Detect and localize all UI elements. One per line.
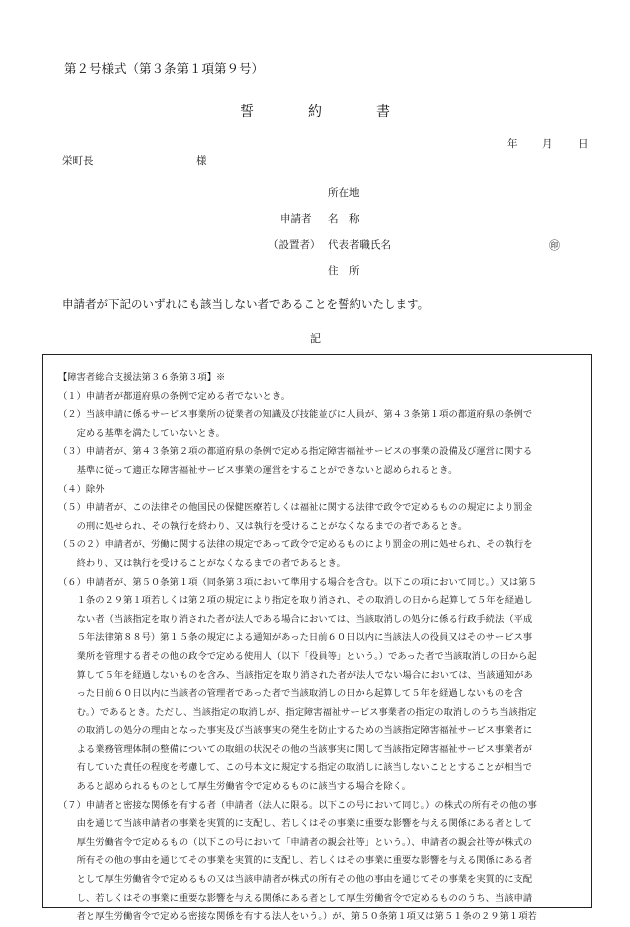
condition-line: 業所を管理する者その他の政令で定める使用人（以下「役員等」という。）であった者で当該取消しの日から起	[58, 650, 537, 662]
condition-line: （１）申請者が都道府県の条例で定める者でないとき。	[58, 390, 291, 402]
condition-line: 者と厚生労働省令で定める密接な関係を有する法人をいう。）が、第５０条第１項又は第５１条の２９第１項若	[58, 911, 537, 923]
date-month: 月	[542, 138, 553, 150]
condition-line: の刑に処せられ、その執行を終わり、又は執行を受けることがなくなるまでの者であるとき。	[58, 520, 468, 532]
condition-line: （５）申請者が、この法律その他国民の保健医療若しくは福祉に関する法律で政令で定めるものの規定により罰金	[58, 502, 533, 514]
representative-label: 代表者職氏名	[328, 239, 391, 251]
condition-line: 定める基準を満たしていないとき。	[58, 427, 225, 439]
condition-line: ５年法律第８８号）第１５条の規定による通知があった日前６０日以内に当該法人の役員又はそのサービス事	[58, 632, 533, 644]
title-char-1: 誓	[240, 104, 254, 120]
condition-line: １条の２９第１項若しくは第２項の規定により指定を取り消され、その取消しの日から起算して５年を経過し	[58, 595, 533, 607]
condition-line: 由を通じて当該申請者の事業を実質的に支配し、若しくはその事業に重要な影響を与える関係にある者として	[58, 818, 533, 830]
condition-line: った日前６０日以内に当該者の管理者であった者で当該取消しの日から起算して５年を経過しないものを含	[58, 688, 523, 700]
form-number: 第２号様式（第３条第１項第９号）	[64, 61, 265, 76]
condition-line: （６）申請者が、第５０条第１項（同条第３項において準用する場合を含む。以下この項において同じ。）又は第５	[58, 576, 537, 588]
condition-line: （３）申請者が、第４３条第２項の都道府県の条例で定める指定障害福祉サービスの事業の設備及び運営に関する	[58, 446, 533, 458]
location-label: 所在地	[328, 187, 360, 199]
condition-line: 厚生労働省令で定めるもの（以下この号において「申請者の親会社等」という。）、申請者の親会社等が株式の	[58, 836, 533, 848]
applicant-label: 申請者	[280, 213, 312, 225]
pledge-statement: 申請者が下記のいずれにも該当しない者であることを誓約いたします。	[62, 297, 430, 311]
condition-line: 所有その他の事由を通じてその事業を実質的に支配し、若しくはその事業に重要な影響を与える関係にある者	[58, 855, 533, 867]
condition-line: あると認められるものとして厚生労働省令で定めるものに該当する場合を除く。	[58, 781, 412, 793]
honorific: 様	[196, 155, 207, 167]
condition-line: として厚生労働省令で定めるもの又は当該申請者が株式の所有その他の事由を通じてその事業を実質的に支配	[58, 874, 533, 886]
condition-line: よる業務管理体制の整備についての取組の状況その他の当該事実に関して当該指定障害福祉サービス事業者が	[58, 743, 532, 755]
condition-line: し、若しくはその事業に重要な影響を与える関係にある者として厚生労働省令で定めるもののうち、当該申請	[58, 892, 533, 904]
title-char-2: 約	[308, 104, 322, 120]
establisher-label: （設置者）	[268, 239, 321, 251]
condition-line: 有していた責任の程度を考慮して、この号本文に規定する指定の取消しに該当しないこととすることが相当で	[58, 762, 532, 774]
condition-line: 基準に従って適正な障害福祉サービス事業の運営をすることができないと認められるとき。	[58, 464, 458, 476]
name-label: 名 称	[328, 213, 360, 225]
condition-line: ない者（当該指定を取り消された者が法人である場合においては、当該取消しの処分に係る行政手続法（平成	[58, 613, 533, 625]
addressee: 栄町長	[62, 155, 94, 167]
conditions-box	[42, 354, 592, 923]
title-char-3: 書	[376, 104, 390, 120]
date-year: 年	[507, 138, 518, 150]
seal-mark: ㊞	[549, 239, 560, 252]
condition-line: 【障害者総合支援法第３６条第３項】※	[58, 372, 226, 383]
document-title	[240, 101, 390, 121]
condition-line: （４）除外	[58, 483, 105, 495]
condition-line: （２）当該申請に係るサービス事業所の従業者の知識及び技能並びに人員が、第４３条第１項の都道府県の条例で	[58, 409, 533, 421]
condition-line: む。）であるとき。ただし、当該指定の取消しが、指定障害福祉サービス事業者の指定の取消しのうち当該指定	[58, 706, 537, 718]
ki-heading: 記	[310, 332, 321, 345]
condition-line: （７）申請者と密接な関係を有する者（申請者（法人に限る。以下この号において同じ。）の株式の所有その他の事	[58, 799, 537, 811]
condition-line: （５の２）申請者が、労働に関する法律の規定であって政令で定めるものにより罰金の刑に処せられ、その執行を	[58, 539, 533, 551]
date-day: 日	[578, 138, 589, 150]
address-label: 住 所	[328, 265, 360, 277]
condition-line: の取消しの処分の理由となった事実及び当該事実の発生を防止するための当該指定障害福祉サービス事業者に	[58, 725, 533, 737]
condition-line: 終わり、又は執行を受けることがなくなるまでの者であるとき。	[58, 557, 346, 569]
condition-line: 算して５年を経過しないものを含み、当該指定を取り消された者が法人でない場合においては、当該通知があ	[58, 669, 533, 681]
